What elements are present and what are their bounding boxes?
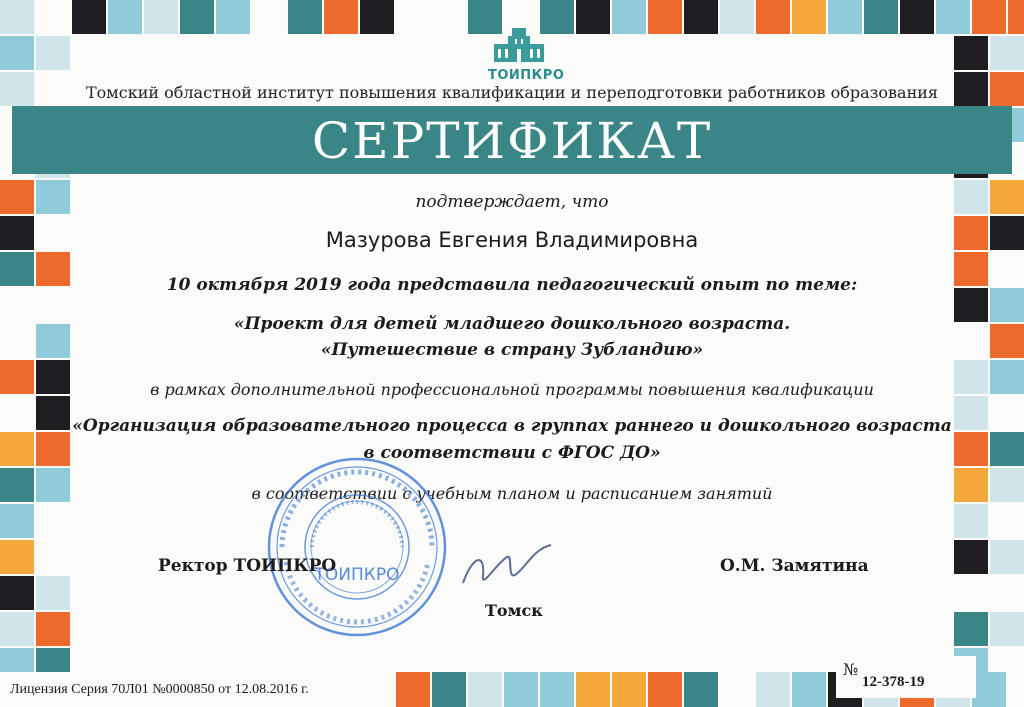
- certificate-number: 12-378-19: [862, 674, 925, 690]
- border-tile: [540, 672, 574, 707]
- title-banner: [12, 106, 1012, 174]
- license-text: Лицензия Серия 70Л01 №0000850 от 12.08.2016 г.: [10, 682, 309, 697]
- border-tile: [954, 504, 988, 538]
- border-tile: [954, 36, 988, 70]
- border-tile: [756, 0, 790, 34]
- border-tile: [612, 672, 646, 707]
- signature-icon: [455, 535, 565, 595]
- border-tile: [504, 672, 538, 707]
- building-logo-icon: [488, 28, 550, 64]
- border-tile: [828, 0, 862, 34]
- border-tile: [432, 672, 466, 707]
- recipient-name: Мазурова Евгения Владимировна: [325, 228, 699, 252]
- border-tile: [360, 0, 394, 34]
- border-tile: [216, 0, 250, 34]
- presentation-line: 10 октября 2019 года представила педагогический опыт по теме:: [166, 275, 858, 295]
- topic-line-2: «Путешествие в страну Зубландию»: [320, 340, 704, 360]
- certificate-title: СЕРТИФИКАТ: [311, 112, 713, 170]
- border-tile: [36, 576, 70, 610]
- border-tile: [756, 672, 790, 707]
- border-tile: [990, 612, 1024, 646]
- program-line-2: в соответствии с ФГОС ДО»: [363, 443, 661, 463]
- border-tile: [0, 36, 34, 70]
- border-tile: [954, 612, 988, 646]
- logo-text: ТОИПКРО: [488, 68, 565, 83]
- border-tile: [576, 0, 610, 34]
- border-tile: [792, 672, 826, 707]
- topic-line-1: «Проект для детей младшего дошкольного возраста.: [233, 314, 791, 334]
- border-tile: [288, 0, 322, 34]
- border-tile: [648, 672, 682, 707]
- border-tile: [864, 0, 898, 34]
- institute-name: Томский областной институт повышения квалификации и переподготовки работников образования: [86, 83, 938, 102]
- rector-label: Ректор ТОИПКРО: [158, 556, 337, 576]
- framework-text: в рамках дополнительной профессиональной программы повышения квалификации: [150, 380, 874, 399]
- institute-logo: [488, 28, 565, 83]
- confirms-text: подтверждает, что: [415, 192, 609, 212]
- border-tile: [0, 0, 34, 34]
- border-tile: [612, 0, 646, 34]
- border-tile: [324, 0, 358, 34]
- border-tile: [990, 540, 1024, 574]
- border-tile: [576, 672, 610, 707]
- border-tile: [972, 0, 1006, 34]
- border-tile: [954, 540, 988, 574]
- border-tile: [72, 0, 106, 34]
- border-tile: [1008, 0, 1024, 34]
- border-tile: [900, 0, 934, 34]
- border-tile: [468, 672, 502, 707]
- border-tile: [0, 576, 34, 610]
- number-sign: №: [843, 660, 859, 679]
- border-tile: [396, 672, 430, 707]
- border-tile: [108, 0, 142, 34]
- border-tile: [180, 0, 214, 34]
- border-tile: [36, 612, 70, 646]
- stamp-text: ТОИПКРО: [314, 565, 400, 585]
- border-tile: [144, 0, 178, 34]
- border-tile: [990, 36, 1024, 70]
- plan-text: в соответствии с учебным планом и расписанием занятий: [251, 484, 773, 503]
- border-tile: [684, 0, 718, 34]
- city-name: Томск: [485, 601, 543, 620]
- program-line-1: «Организация образовательного процесса в группах раннего и дошкольного возраста: [72, 416, 952, 436]
- border-tile: [720, 0, 754, 34]
- border-tile: [0, 504, 34, 538]
- border-tile: [936, 0, 970, 34]
- border-tile: [0, 540, 34, 574]
- rector-name: О.М. Замятина: [720, 556, 869, 576]
- border-tile: [36, 36, 70, 70]
- border-tile: [648, 0, 682, 34]
- official-stamp-icon: [262, 452, 452, 642]
- border-tile: [792, 0, 826, 34]
- border-tile: [0, 612, 34, 646]
- border-tile: [684, 672, 718, 707]
